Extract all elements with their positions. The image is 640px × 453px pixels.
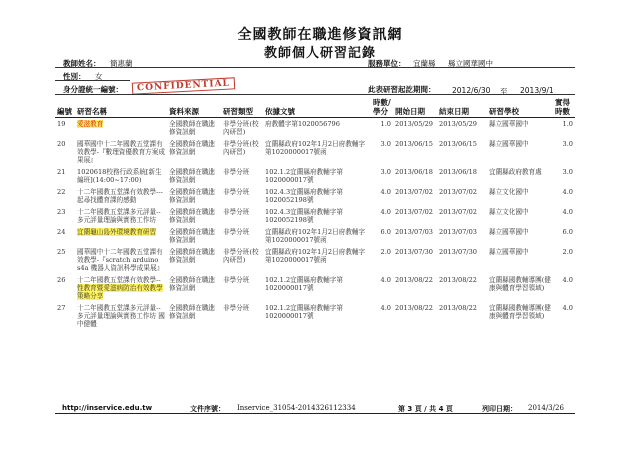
document-title: 全國教師在職進修資訊網 (237, 27, 403, 43)
column-header: 資料來源 (167, 97, 221, 118)
cell-start: 2013/06/18 (395, 168, 434, 176)
cell-type: 非學分班 (223, 276, 250, 284)
cell-school: 縣立文化國中 (489, 208, 529, 216)
course-name: 宜蘭龜山島外環境教育研習 (77, 228, 157, 236)
cell-type: 非學分班 (223, 228, 250, 236)
footer-url[interactable]: http://inservice.edu.tw (62, 404, 153, 412)
cell-doc: 宜蘭縣政府102年1月2日府教輔字第1020000017號函 (265, 228, 366, 244)
gender-value: 女 (95, 72, 103, 81)
course-name: 十二年國教五堂課多元評量--多元評量理論與實務工作坊 國中健體 (77, 304, 165, 328)
cell-end: 2013/08/22 (439, 304, 478, 312)
cell-doc: 宜蘭縣政府102年1月2日府教輔字第1020000017號函 (265, 248, 366, 264)
table-row (55, 302, 575, 330)
document-subtitle: 教師個人研習記錄 (263, 46, 376, 61)
cell-hours: 4.0 (380, 276, 391, 284)
cell-end: 2013/07/02 (439, 188, 478, 196)
cell-no: 26 (57, 276, 66, 284)
unit-label: 服務單位： (368, 59, 406, 68)
period-end: 2013/9/1 (520, 86, 554, 95)
table-row (55, 118, 575, 139)
cell-school: 縣立國華國中 (489, 140, 529, 148)
cell-src: 全國教師在職進修資訊網 (169, 208, 216, 224)
course-name: 十二年國教五堂課有效教學--性教育暨愛滋病防治有效教學策略分享 (77, 276, 163, 300)
cell-earned: 2.0 (562, 248, 573, 256)
cell-no: 19 (57, 120, 66, 128)
cell-earned: 4.0 (562, 208, 573, 216)
cell-school: 縣立國華國中 (489, 228, 529, 236)
cell-src: 全國教師在職進修資訊網 (169, 120, 216, 136)
column-header: 研習名稱 (75, 97, 167, 118)
cell-hours: 2.0 (380, 248, 391, 256)
table-row (55, 274, 575, 302)
cell-doc: 102.1.2宜蘭縣府教輔字第1020000017號 (265, 304, 343, 320)
cell-name (75, 206, 167, 226)
cell-name (75, 246, 167, 274)
cell-school: 宜蘭縣政府教育處 (489, 168, 542, 176)
table-row (55, 166, 575, 186)
cell-start: 2013/05/29 (395, 120, 434, 128)
column-header: 研習學校 (487, 97, 553, 118)
cell-doc: 102.1.2宜蘭縣府教輔字第1020000017號 (265, 276, 343, 292)
cell-hours: 3.0 (380, 168, 391, 176)
cell-src: 全國教師在職進修資訊網 (169, 228, 216, 244)
cell-doc: 宜蘭縣政府102年1月2日府教輔字第1020000017號函 (265, 140, 366, 156)
table-row (55, 186, 575, 206)
cell-earned: 6.0 (562, 228, 573, 236)
gender-underline (55, 80, 130, 81)
cell-type: 非學分班 (223, 168, 250, 176)
cell-earned: 3.0 (562, 140, 573, 148)
cell-hours: 4.0 (380, 208, 391, 216)
course-name: 國華國中十二年國教五堂課有效教學-『數理資優教育方案成果展』 (77, 140, 165, 164)
column-header: 時數/學分 (371, 97, 393, 118)
print-date-label: 列印日期： (482, 405, 517, 413)
table-row (55, 226, 575, 246)
cell-end: 2013/06/18 (439, 168, 478, 176)
course-name: 十二年國教五堂課有效教學---起尋找體育課的感動 (77, 188, 163, 204)
cell-end: 2013/07/03 (439, 228, 478, 236)
cell-start: 2013/07/03 (395, 228, 434, 236)
unit-school: 縣立國華國中 (448, 59, 493, 68)
course-name: 1020618校務行政系統[新生編班](14:00~17:00) (77, 168, 162, 184)
cell-school: 宜蘭縣國教輔導團(健康與體育學習領域) (489, 276, 551, 292)
cell-doc: 102.1.2宜蘭縣府教輔字第1020000017號 (265, 168, 343, 184)
cell-hours: 6.0 (380, 228, 391, 236)
column-header: 實得時數 (553, 97, 575, 118)
doc-number-label: 文件序號： (190, 405, 225, 413)
table-row (55, 206, 575, 226)
column-header: 結束日期 (437, 97, 487, 118)
cell-no: 22 (57, 188, 66, 196)
period-separator: 至 (500, 87, 508, 96)
cell-school: 縣立文化國中 (489, 188, 529, 196)
cell-name (75, 166, 167, 186)
cell-no: 21 (57, 168, 66, 176)
cell-start: 2013/08/22 (395, 276, 434, 284)
cell-earned: 4.0 (562, 188, 573, 196)
cell-earned: 1.0 (562, 120, 573, 128)
period-start: 2012/6/30 (452, 86, 491, 95)
cell-no: 24 (57, 228, 66, 236)
cell-school: 縣立國華國中 (489, 120, 529, 128)
cell-start: 2013/06/15 (395, 140, 434, 148)
cell-name (75, 138, 167, 166)
course-name: 十二年國教五堂課多元評量--多元評量理論與實務工作坊 (77, 208, 161, 224)
cell-no: 25 (57, 248, 66, 256)
cell-type: 非學分班(校內研習) (223, 248, 259, 264)
name-value: 簡惠蘭 (110, 59, 133, 68)
cell-school: 宜蘭縣國教輔導團(健康與體育學習領域) (489, 304, 551, 320)
cell-name (75, 226, 167, 246)
cell-type: 非學分班 (223, 304, 250, 312)
cell-src: 全國教師在職進修資訊網 (169, 276, 216, 292)
cell-earned: 4.0 (562, 276, 573, 284)
unit-county: 宜蘭縣 (413, 59, 436, 68)
name-label: 教師姓名： (63, 59, 101, 68)
divider-line (55, 67, 575, 68)
id-label: 身分證統一編號： (63, 85, 123, 94)
doc-number: Inservice_31054-2014326112334 (237, 404, 356, 412)
cell-hours: 3.0 (380, 140, 391, 148)
cell-doc: 102.4.3宜蘭縣府教輔字第1020052198號 (265, 208, 343, 224)
gender-label: 性別： (63, 72, 86, 81)
table-row (55, 138, 575, 166)
cell-hours: 1.0 (380, 120, 391, 128)
cell-no: 27 (57, 304, 66, 312)
cell-type: 非學分班 (223, 188, 250, 196)
cell-src: 全國教師在職進修資訊網 (169, 168, 216, 184)
table-body (55, 118, 575, 331)
cell-school: 縣立國華國中 (489, 248, 529, 256)
cell-hours: 4.0 (380, 304, 391, 312)
cell-name (75, 274, 167, 302)
cell-name (75, 118, 167, 139)
column-header: 研習類型 (221, 97, 263, 118)
column-header: 開始日期 (393, 97, 437, 118)
cell-end: 2013/07/30 (439, 248, 478, 256)
column-header: 依據文號 (263, 97, 371, 118)
cell-type: 非學分班(校內研習) (223, 140, 259, 156)
cell-src: 全國教師在職進修資訊網 (169, 188, 216, 204)
cell-doc: 府教體字第1020056796 (265, 120, 340, 128)
print-date: 2014/3/26 (528, 404, 564, 412)
highlighted-text: 性教育暨愛滋病防治有效教學策略分享 (77, 284, 163, 300)
training-records-table (55, 97, 575, 330)
cell-start: 2013/07/02 (395, 188, 434, 196)
cell-end: 2013/08/22 (439, 276, 478, 284)
cell-hours: 4.0 (380, 188, 391, 196)
table-header-row (55, 97, 575, 118)
cell-earned: 4.0 (562, 304, 573, 312)
cell-no: 23 (57, 208, 66, 216)
confidential-stamp: CONFIDENTIAL (132, 77, 235, 94)
column-header: 編號 (55, 97, 75, 118)
course-name: 愛滋教育 (77, 120, 104, 128)
cell-start: 2013/07/02 (395, 208, 434, 216)
cell-start: 2013/07/30 (395, 248, 434, 256)
cell-doc: 102.4.3宜蘭縣府教輔字第1020052198號 (265, 188, 343, 204)
cell-no: 20 (57, 140, 66, 148)
cell-start: 2013/08/22 (395, 304, 434, 312)
cell-name (75, 186, 167, 206)
divider-line (55, 94, 575, 95)
cell-type: 非學分班(校內研習) (223, 120, 259, 136)
page-indicator: 第 3 頁 / 共 4 頁 (398, 405, 453, 413)
cell-end: 2013/05/29 (439, 120, 478, 128)
cell-end: 2013/06/15 (439, 140, 478, 148)
course-name: 國華國中十二年國教五堂課有效教學-『scratch arduino s4a 機器人資訊科學成果展』 (77, 248, 164, 272)
cell-name (75, 302, 167, 330)
cell-earned: 3.0 (562, 168, 573, 176)
cell-src: 全國教師在職進修資訊網 (169, 140, 216, 156)
period-label: 此表研習起訖期間： (368, 85, 436, 94)
table-row (55, 246, 575, 274)
cell-end: 2013/07/02 (439, 208, 478, 216)
cell-src: 全國教師在職進修資訊網 (169, 304, 216, 320)
cell-src: 全國教師在職進修資訊網 (169, 248, 216, 264)
cell-type: 非學分班 (223, 208, 250, 216)
